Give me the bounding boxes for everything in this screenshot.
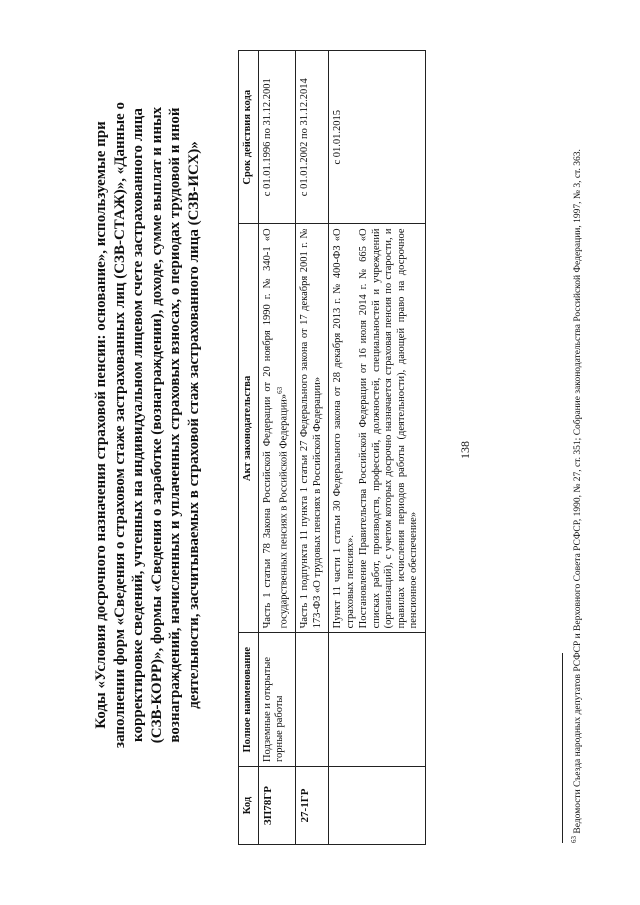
header-code: Код: [239, 767, 259, 845]
title-line: деятельности, засчитываемых в страховой стаж застрахованного лица (СЗВ-ИСХ)»: [185, 141, 202, 709]
row-period: с 01.01.1996 по 31.12.2001: [258, 51, 296, 224]
table-header-row: [239, 51, 259, 845]
row-code: ЗП78ГР: [258, 767, 296, 845]
title-line: заполнении форм «Сведения о страховом стаже застрахованных лиц (СЗВ-СТАЖ)», «Данные о: [111, 102, 128, 748]
table-row: [296, 51, 329, 845]
footnote-divider: [562, 653, 563, 843]
act-paragraph: [262, 228, 292, 628]
codes-table: [238, 50, 426, 845]
header-act: Акт законодательства: [239, 224, 259, 633]
footnote-ref: 63: [276, 386, 284, 394]
row-period: с 01.01.2015: [329, 51, 426, 224]
row-name: [329, 633, 426, 767]
header-name: Полное наименование: [239, 633, 259, 767]
row-name: Подземные и открытые горные работы: [258, 633, 296, 767]
row-period: с 01.01.2002 по 31.12.2014: [296, 51, 329, 224]
table-row: [329, 51, 426, 845]
footnote-text: Ведомости Съезда народных депутатов РСФСР и Верховного Совета РСФСР, 1990, № 27, ст. 351; Собрание законодательства Российской Федерации, 1997, № 3, ст. 363.: [573, 149, 584, 834]
act-paragraph: Постановление Правительства Российской Федерации от 16 июля 2014 г. № 665 «О списках работ, производств, профессий, должностей, специальностей и учреждений (организаций), с учетом которых досрочно назначается страховая пенсия по старости, и правилах исчисления периодов работы (деятельности), дающей право на досрочное пенсионное обеспечение»: [358, 228, 419, 629]
act-paragraph: Часть 1 подпункта 11 пункта 1 статьи 27 Федерального закона от 17 декабря 2001 г. № 173-ФЗ «О трудовых пенсиях в Российской Федерации»: [299, 228, 323, 629]
row-code: [329, 767, 426, 845]
row-name: [296, 633, 329, 767]
footnote: [568, 43, 584, 843]
row-act: [258, 224, 296, 633]
page-number: 138: [458, 441, 472, 459]
document-title: [92, 65, 203, 785]
title-line: (СЗВ-КОРР)», формы «Сведения о заработке (вознаграждении), доходе, сумме выплат и иных: [148, 106, 165, 744]
header-period: Срок действия кода: [239, 51, 259, 224]
table-row: [258, 51, 296, 845]
title-line: корректировке сведений, учтенных на индивидуальном лицевом счете застрахованного лица: [130, 108, 146, 742]
footnote-number: 63: [570, 836, 578, 843]
row-act: [296, 224, 329, 633]
act-text: Часть 1 статьи 78 Закона Российской Федерации от 20 ноября 1990 г. № 340-1 «О государственных пенсиях в Российской Федерации»: [261, 228, 290, 629]
row-code: 27-1ГР: [296, 767, 329, 845]
act-paragraph: Пункт 11 части 1 статьи 30 Федерального закона от 28 декабря 2013 г. № 400-ФЗ «О страховых пенсиях».: [332, 228, 356, 629]
title-line: Коды «Условия досрочного назначения страховой пенсии: основание», используемые при: [93, 121, 109, 729]
title-line: вознаграждений, начисленных и уплаченных страховых взносах, о периодах трудовой и иной: [167, 107, 183, 743]
row-act: [329, 224, 426, 633]
